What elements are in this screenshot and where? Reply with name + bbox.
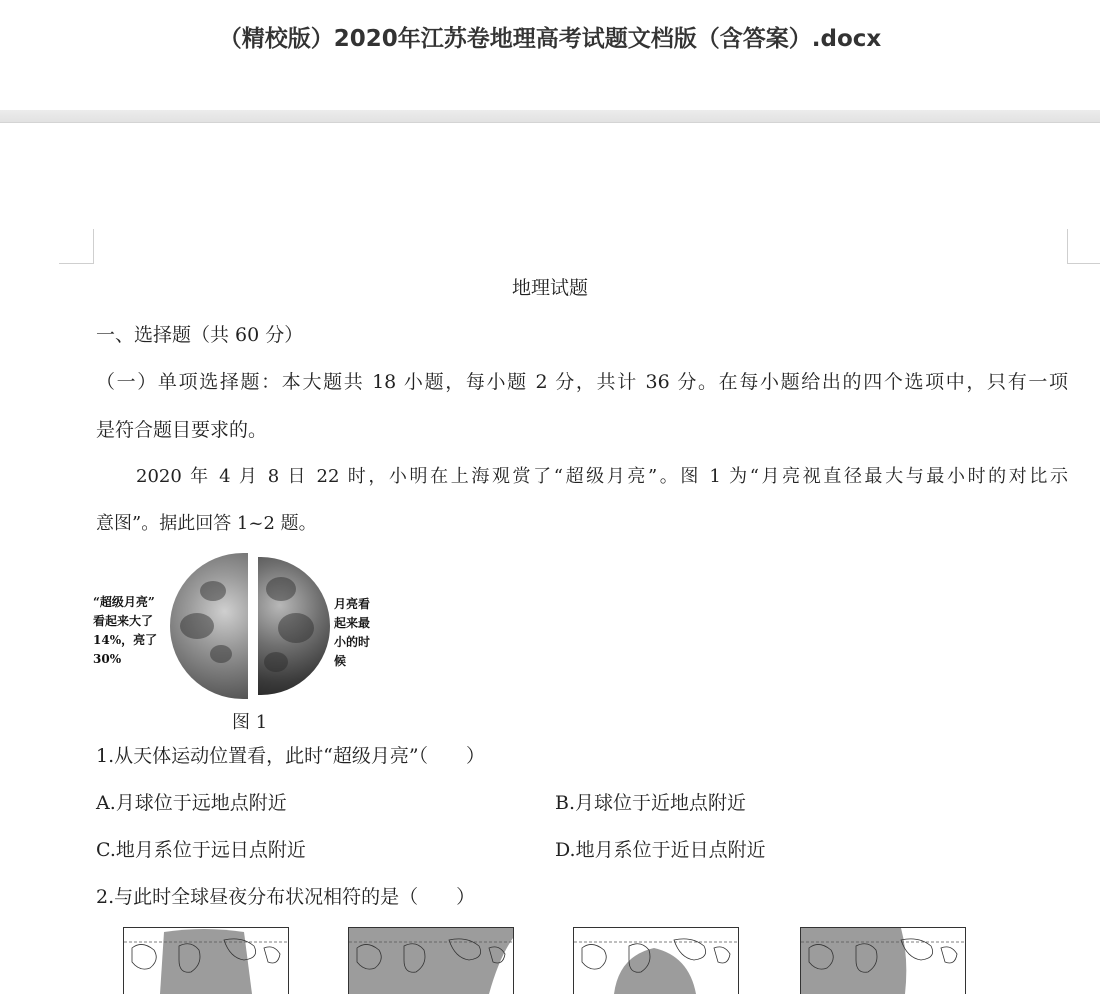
question-2-stem: 2.与此时全球昼夜分布状况相符的是（ ）: [96, 886, 476, 908]
document-title: （精校版）2020年江苏卷地理高考试题文档版（含答案）.docx: [218, 26, 882, 52]
question-1-option-c: C.地月系位于远日点附近: [96, 839, 306, 861]
passage-line-2: 意图”。据此回答 1~2 题。: [96, 513, 317, 534]
question-2-map-options: [0, 927, 1100, 990]
daynight-map-b: [348, 927, 514, 994]
micromoon-image: [258, 557, 330, 695]
passage-line-1: 2020 年 4 月 8 日 22 时，小明在上海观赏了“超级月亮”。图 1 为“月亮视直径最大与最小时的对比示: [136, 466, 1068, 487]
figure-caption: 图 1: [232, 712, 268, 733]
supermoon-image: [170, 553, 248, 699]
question-1-option-a: A.月球位于远地点附近: [96, 792, 287, 814]
margin-corner-top-left: [59, 229, 94, 264]
instructions-line-1: （一）单项选择题：本大题共 18 小题，每小题 2 分，共计 36 分。在每小题给出的四个选项中，只有一项: [96, 371, 1068, 393]
page-heading: 地理试题: [511, 277, 588, 299]
margin-corner-top-right: [1067, 229, 1100, 264]
question-1-option-d: D.地月系位于近日点附近: [555, 839, 766, 861]
document-page: [0, 123, 1100, 990]
question-1-option-b: B.月球位于近地点附近: [555, 792, 747, 814]
instructions-line-2: 是符合题目要求的。: [96, 419, 268, 441]
daynight-map-a: [123, 927, 289, 994]
page-separator: [0, 110, 1100, 123]
title-bar: [0, 0, 1100, 110]
figure-right-note: 月亮看 起来最 小的时 候: [334, 597, 371, 668]
section-heading: 一、选择题（共 60 分）: [96, 324, 304, 346]
question-1-stem: 1.从天体运动位置看，此时“超级月亮”（ ）: [96, 745, 486, 767]
figure-left-note: “超级月亮” 看起来大了 14%，亮了 30%: [93, 595, 158, 666]
daynight-map-d: [800, 927, 966, 994]
daynight-map-c: [573, 927, 739, 994]
figure-1-moon-comparison: [93, 553, 393, 733]
